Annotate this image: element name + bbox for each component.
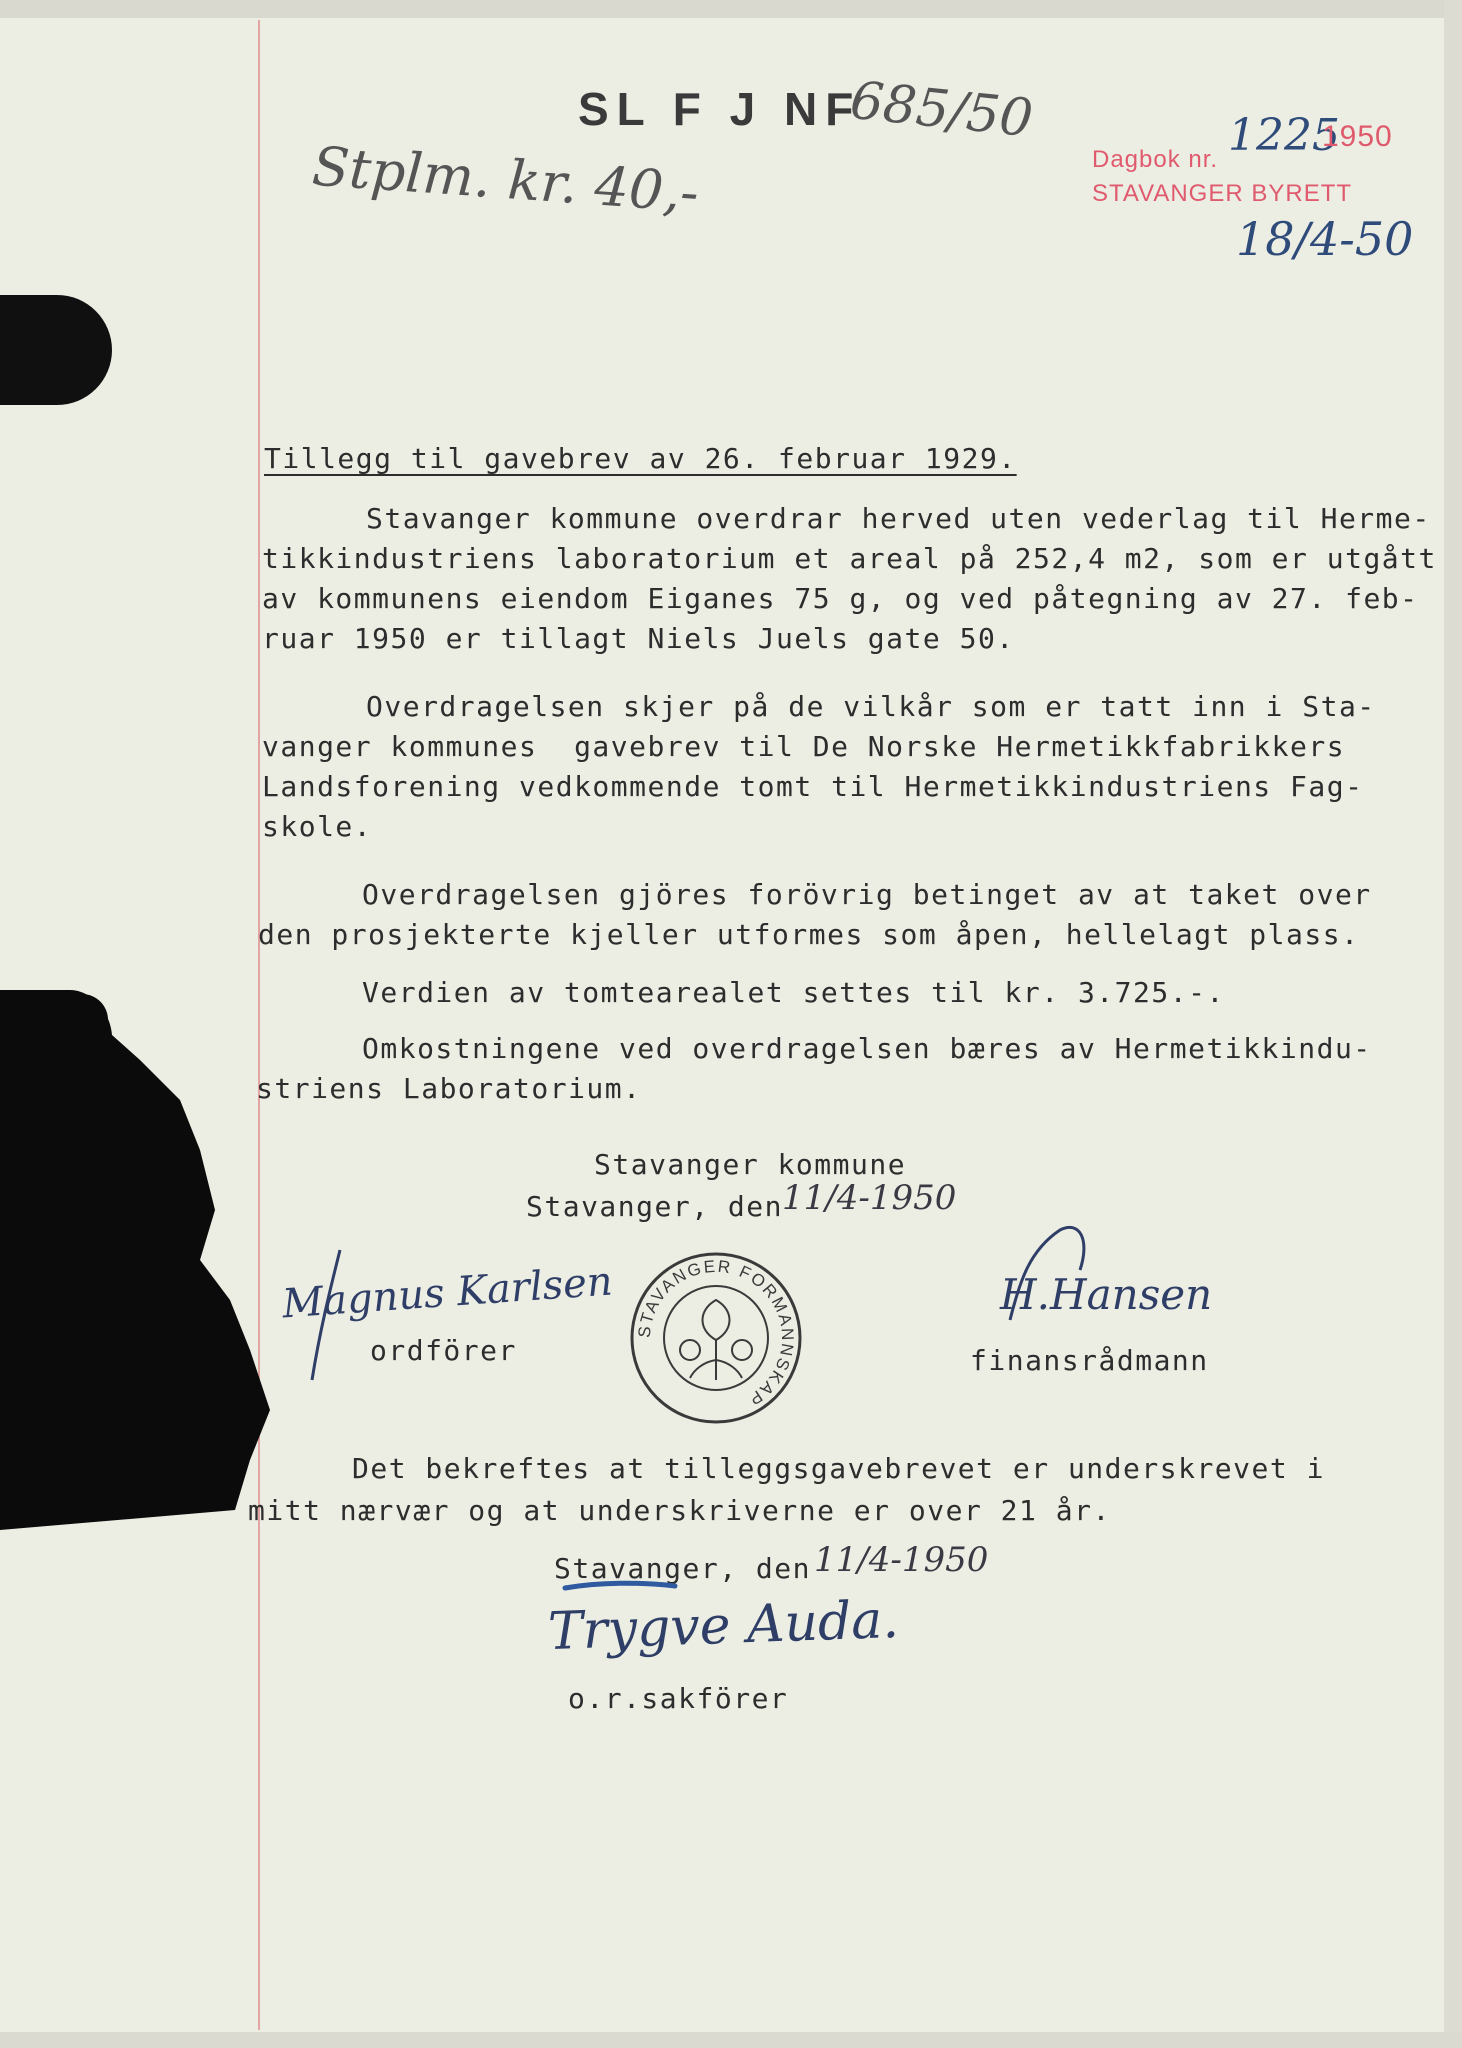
para5-line1: Omkostningene ved overdragelsen bæres av Hermetikkindu- — [362, 1032, 1372, 1065]
mayor-signature: Magnus Karlsen — [280, 1258, 614, 1328]
mayor-title: ordförer — [370, 1334, 517, 1367]
seal-text: STAVANGER FORMANNSKAP — [634, 1256, 798, 1410]
finance-title: finansrådmann — [970, 1344, 1209, 1377]
page-edge-right — [1444, 0, 1462, 2048]
attestation-underline-stroke — [560, 1578, 680, 1598]
case-number: 685/50 — [847, 70, 1036, 150]
finance-signature-stroke — [1000, 1210, 1110, 1330]
attestation-place-date-prefix: Stavanger, den — [554, 1552, 812, 1585]
fee-note: Stplm. kr. 40,- — [310, 134, 701, 225]
registry-year: 1950 — [1322, 120, 1393, 153]
municipal-seal-icon — [628, 1250, 804, 1426]
para5-line2: striens Laboratorium. — [256, 1072, 642, 1105]
binding-hole — [0, 295, 112, 405]
attestation-title: o.r.sakförer — [568, 1682, 789, 1715]
para1-line4: ruar 1950 er tillagt Niels Juels gate 50. — [262, 622, 1015, 655]
registry-label: Dagbok nr. — [1092, 146, 1219, 173]
para1-line1: Stavanger kommune overdrar herved uten vederlag til Herme- — [366, 502, 1431, 535]
para2-line1: Overdragelsen skjer på de vilkår som er tatt inn i Sta- — [366, 690, 1376, 723]
para2-line4: skole. — [262, 810, 373, 843]
attestation-signature: Trygve Auda. — [547, 1589, 900, 1663]
svg-text:STAVANGER FORMANNSKAP — [635, 1257, 797, 1410]
archive-stamp-letters: SL F J NF — [578, 83, 862, 135]
attestation-place-date-hand: 11/4-1950 — [814, 1540, 989, 1580]
page-edge-bottom — [0, 2032, 1462, 2048]
issuer: Stavanger kommune — [594, 1148, 907, 1181]
attestation-line1: Det bekreftes at tilleggsgavebrevet er underskrevet i — [352, 1452, 1325, 1485]
para2-line3: Landsforening vedkommende tomt til Hermetikkindustriens Fag- — [262, 770, 1364, 803]
para3-line2: den prosjekterte kjeller utformes som åpen, hellelagt plass. — [258, 918, 1360, 951]
para1-line2: tikkindustriens laboratorium et areal på 252,4 m2, som er utgått — [262, 542, 1437, 575]
registry-date: 18/4-50 — [1236, 212, 1414, 266]
mayor-signature-stroke — [300, 1240, 420, 1390]
para3-line1: Overdragelsen gjöres forövrig betinget av at taket over — [362, 878, 1372, 911]
document-title: Tillegg til gavebrev av 26. februar 1929. — [264, 442, 1017, 475]
registry-court: STAVANGER BYRETT — [1092, 180, 1353, 207]
para2-line2: vanger kommunes gavebrev til De Norske Hermetikkfabrikkers — [262, 730, 1346, 763]
place-date-prefix: Stavanger, den — [526, 1190, 784, 1223]
attestation-line2: mitt nærvær og at underskriverne er over 21 år. — [248, 1494, 1111, 1527]
finance-signature: H.Hansen — [1000, 1270, 1213, 1319]
page-edge-top — [0, 0, 1462, 18]
para1-line3: av kommunens eiendom Eiganes 75 g, og ved påtegning av 27. feb- — [262, 582, 1419, 615]
torn-edge-shadow — [0, 990, 280, 1530]
registry-number: 1225 — [1228, 110, 1340, 161]
para4: Verdien av tomtearealet settes til kr. 3.725.-. — [362, 976, 1225, 1009]
place-date-hand: 11/4-1950 — [782, 1178, 957, 1218]
